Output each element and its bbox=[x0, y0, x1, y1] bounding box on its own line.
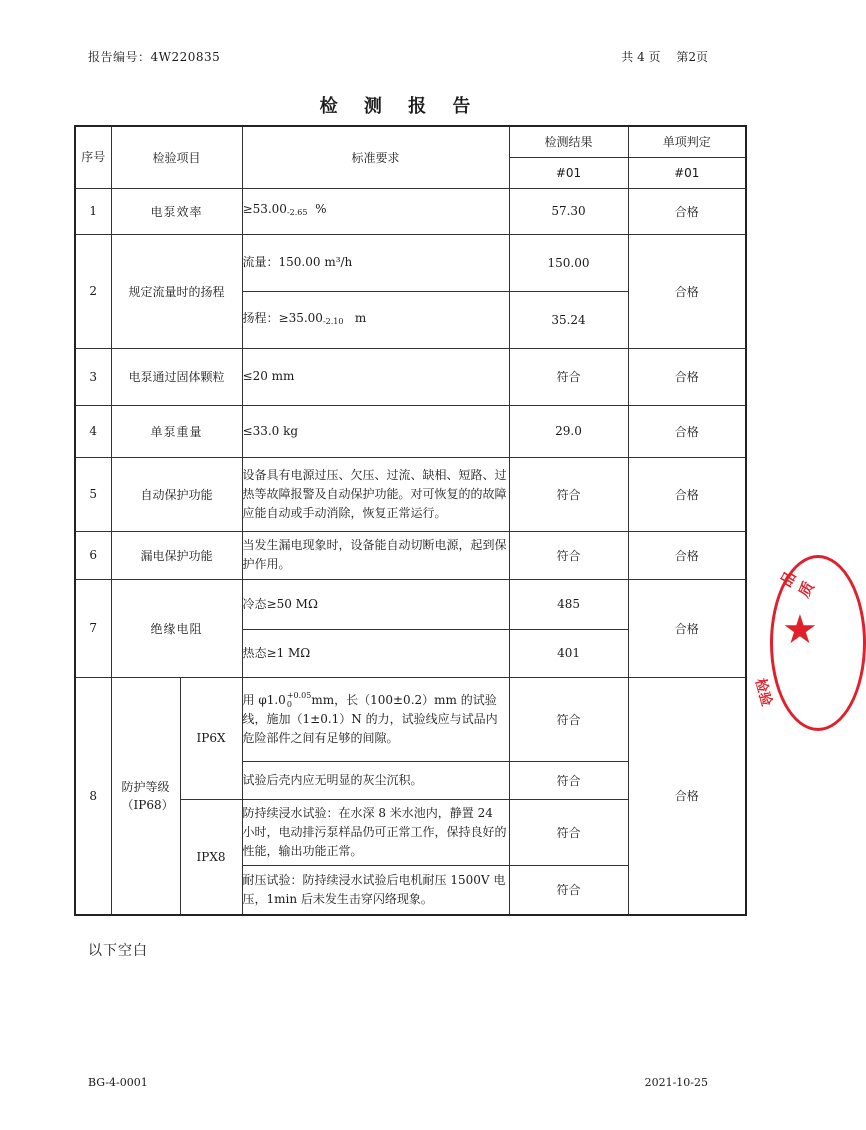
table-row bbox=[75, 457, 746, 531]
item-name: 规定流量时的扬程 bbox=[111, 234, 242, 348]
judgement: 合格 bbox=[628, 457, 746, 531]
test-result: 符合 bbox=[509, 761, 628, 799]
blank-below-note: 以下空白 bbox=[88, 943, 148, 959]
total-pages: 共 4 页 bbox=[621, 50, 661, 64]
requirement-value: 扬程：≥35.00 bbox=[242, 310, 323, 325]
report-table bbox=[74, 125, 747, 916]
tolerance-lower: 0 bbox=[286, 700, 292, 709]
test-result: 符合 bbox=[509, 677, 628, 761]
row-number: 1 bbox=[75, 188, 111, 234]
col-header-item: 检验项目 bbox=[111, 126, 242, 188]
row-number: 6 bbox=[75, 531, 111, 579]
page-title: 检 测 报 告 bbox=[319, 96, 481, 117]
page-indicator bbox=[609, 48, 708, 65]
table-row bbox=[75, 579, 746, 629]
test-result: 35.24 bbox=[509, 291, 628, 348]
item-name: 单泵重量 bbox=[111, 405, 242, 457]
table-row bbox=[75, 188, 746, 234]
judgement: 合格 bbox=[628, 677, 746, 915]
judgement: 合格 bbox=[628, 531, 746, 579]
ipx8-label: IPX8 bbox=[180, 799, 242, 915]
tolerance-stack bbox=[287, 691, 312, 709]
requirement bbox=[242, 677, 509, 761]
col-header-standard: 标准要求 bbox=[242, 126, 509, 188]
tolerance-upper: +0.05 bbox=[286, 691, 312, 700]
table-row bbox=[75, 531, 746, 579]
col-header-seq: 序号 bbox=[75, 126, 111, 188]
test-result: 401 bbox=[509, 629, 628, 677]
item-name: 漏电保护功能 bbox=[111, 531, 242, 579]
table-row bbox=[75, 234, 746, 291]
ip6x-label: IP6X bbox=[180, 677, 242, 799]
col-header-judgement: 单项判定 bbox=[628, 126, 746, 157]
judgement: 合格 bbox=[628, 405, 746, 457]
result-sample-id: #01 bbox=[509, 157, 628, 188]
seal-text-top: 品质 bbox=[776, 567, 819, 601]
requirement: 试验后壳内应无明显的灰尘沉积。 bbox=[242, 761, 509, 799]
requirement-text: mm，长（100±0.2）mm 的试验线，施加（1±0.1）N 的力，试验线应与试品内危险部件之间有足够的间隙。 bbox=[242, 692, 498, 745]
requirement bbox=[242, 291, 509, 348]
table-row bbox=[75, 405, 746, 457]
requirement: ≤33.0 kg bbox=[242, 405, 509, 457]
requirement-prefix: 用 φ1.0 bbox=[242, 692, 286, 707]
seal-star-icon: ★ bbox=[782, 607, 818, 653]
table-row bbox=[75, 348, 746, 405]
judgement-sample-id: #01 bbox=[628, 157, 746, 188]
item-name: 自动保护功能 bbox=[111, 457, 242, 531]
requirement: 当发生漏电现象时，设备能自动切断电源，起到保护作用。 bbox=[242, 531, 509, 579]
test-result: 符合 bbox=[509, 531, 628, 579]
seal-text-bottom: 检验 bbox=[751, 676, 775, 708]
requirement: 防持续浸水试验：在水深 8 米水池内，静置 24 小时，电动排污泵样品仍可正常工作，保持良好的性能，输出功能正常。 bbox=[242, 799, 509, 865]
table-header-row bbox=[75, 126, 746, 157]
footer-date: 2021-10-25 bbox=[644, 1076, 708, 1089]
test-result: 符合 bbox=[509, 457, 628, 531]
current-page: 第2页 bbox=[676, 50, 708, 64]
test-result: 符合 bbox=[509, 799, 628, 865]
item-name: 防护等级（IP68） bbox=[111, 677, 180, 915]
requirement: 设备具有电源过压、欠压、过流、缺相、短路、过热等故障报警及自动保护功能。对可恢复的的故障应能自动或手动消除，恢复正常运行。 bbox=[242, 457, 509, 531]
test-result: 符合 bbox=[509, 348, 628, 405]
row-number: 5 bbox=[75, 457, 111, 531]
report-number: 报告编号：4W220835 bbox=[88, 50, 221, 64]
row-number: 2 bbox=[75, 234, 111, 348]
item-name: 电泵通过固体颗粒 bbox=[111, 348, 242, 405]
row-number: 4 bbox=[75, 405, 111, 457]
requirement: 冷态≥50 MΩ bbox=[242, 579, 509, 629]
requirement-unit: m bbox=[354, 310, 367, 325]
judgement: 合格 bbox=[628, 188, 746, 234]
requirement bbox=[242, 188, 509, 234]
requirement: ≤20 mm bbox=[242, 348, 509, 405]
test-result: 符合 bbox=[509, 865, 628, 915]
item-name: 电泵效率 bbox=[111, 188, 242, 234]
test-result: 57.30 bbox=[509, 188, 628, 234]
requirement-value: ≥53.00 bbox=[242, 202, 287, 216]
requirement: 流量：150.00 m³/h bbox=[242, 234, 509, 291]
test-result: 150.00 bbox=[509, 234, 628, 291]
requirement-unit: % bbox=[315, 202, 327, 216]
test-result: 485 bbox=[509, 579, 628, 629]
item-name: 绝缘电阻 bbox=[111, 579, 242, 677]
requirement: 热态≥1 MΩ bbox=[242, 629, 509, 677]
test-result: 29.0 bbox=[509, 405, 628, 457]
judgement: 合格 bbox=[628, 234, 746, 348]
table-row bbox=[75, 677, 746, 761]
col-header-result: 检测结果 bbox=[509, 126, 628, 157]
row-number: 3 bbox=[75, 348, 111, 405]
row-number: 8 bbox=[75, 677, 111, 915]
judgement: 合格 bbox=[628, 348, 746, 405]
row-number: 7 bbox=[75, 579, 111, 677]
requirement: 耐压试验：防持续浸水试验后电机耐压 1500V 电压，1min 后未发生击穿闪络现象。 bbox=[242, 865, 509, 915]
requirement-tolerance: -2.10 bbox=[322, 316, 344, 326]
form-number: BG-4-0001 bbox=[88, 1076, 148, 1089]
requirement-tolerance: -2.65 bbox=[286, 208, 308, 217]
judgement: 合格 bbox=[628, 579, 746, 677]
